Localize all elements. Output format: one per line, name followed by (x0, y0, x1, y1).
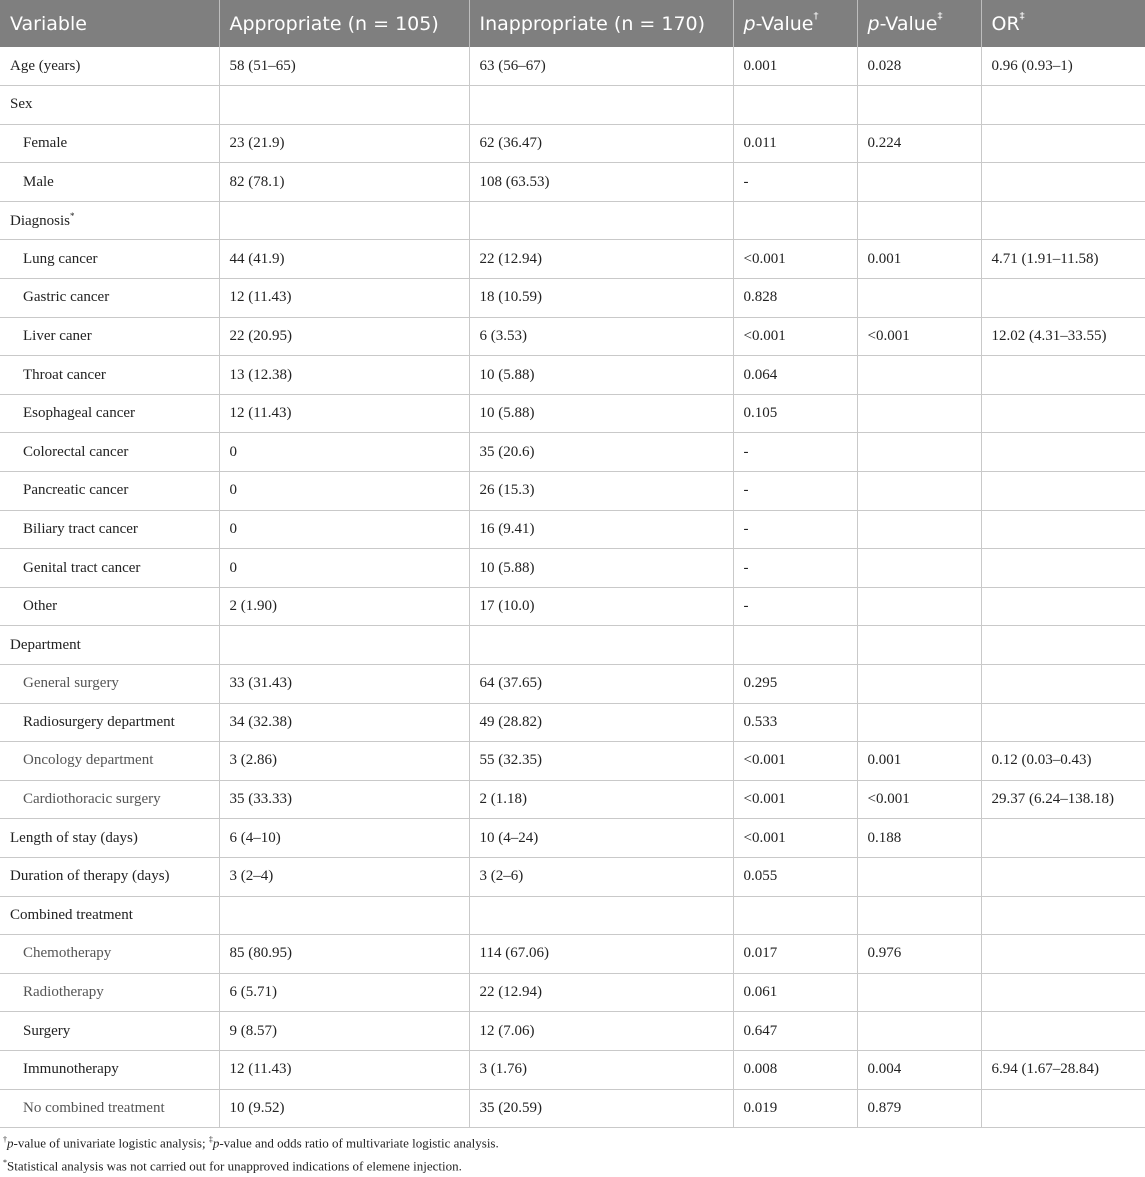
table-row (0, 896, 1145, 935)
cell-p-value-univariate: 0.061 (733, 973, 857, 1012)
cell-p-value-univariate: - (733, 433, 857, 472)
cell-p-value-univariate (733, 896, 857, 935)
cell-appropriate: 3 (2.86) (219, 742, 469, 781)
table-row (0, 857, 1145, 896)
cell-inappropriate: 17 (10.0) (469, 587, 733, 626)
cell-variable (0, 394, 219, 433)
row-label: Liver caner (23, 327, 92, 344)
cell-p-value-univariate: 0.105 (733, 394, 857, 433)
table-row (0, 973, 1145, 1012)
cell-variable (0, 857, 219, 896)
cell-appropriate: 6 (4–10) (219, 819, 469, 858)
cell-odds-ratio (981, 279, 1145, 318)
cell-variable (0, 896, 219, 935)
table-row (0, 356, 1145, 395)
table-row (0, 201, 1145, 240)
table-header (0, 0, 1145, 47)
row-label: No combined treatment (23, 1099, 165, 1116)
cell-p-value-multivariate (857, 549, 981, 588)
cell-p-value-multivariate (857, 433, 981, 472)
cell-appropriate: 9 (8.57) (219, 1012, 469, 1051)
header-p-value-multivariate: p-Value‡ (857, 0, 981, 47)
cell-p-value-univariate: <0.001 (733, 240, 857, 279)
cell-inappropriate: 10 (5.88) (469, 394, 733, 433)
cell-inappropriate (469, 626, 733, 665)
cell-p-value-multivariate (857, 394, 981, 433)
cell-inappropriate: 10 (5.88) (469, 549, 733, 588)
table-row (0, 1012, 1145, 1051)
cell-odds-ratio (981, 819, 1145, 858)
cell-variable (0, 240, 219, 279)
cell-p-value-multivariate (857, 279, 981, 318)
cell-p-value-multivariate (857, 626, 981, 665)
row-label: Length of stay (days) (10, 829, 138, 846)
footnote-1: †p-value of univariate logistic analysis; ‡p-value and odds ratio of multivariate logistic analysis. (3, 1135, 499, 1151)
cell-p-value-multivariate: <0.001 (857, 780, 981, 819)
header-odds-ratio: OR‡ (981, 0, 1145, 47)
cell-p-value-univariate: 0.001 (733, 47, 857, 86)
table-row (0, 317, 1145, 356)
row-label: Oncology department (23, 752, 154, 769)
cell-variable (0, 780, 219, 819)
row-label: Esophageal cancer (23, 405, 136, 422)
cell-p-value-multivariate: 0.976 (857, 935, 981, 974)
cell-appropriate: 85 (80.95) (219, 935, 469, 974)
cell-appropriate: 13 (12.38) (219, 356, 469, 395)
cell-appropriate: 22 (20.95) (219, 317, 469, 356)
cell-variable (0, 665, 219, 704)
cell-variable (0, 279, 219, 318)
cell-p-value-multivariate (857, 163, 981, 202)
row-label: Department (10, 636, 81, 653)
table-row (0, 279, 1145, 318)
cell-variable (0, 1089, 219, 1128)
row-label: Diagnosis (10, 213, 70, 230)
cell-p-value-multivariate: 0.188 (857, 819, 981, 858)
row-label: Biliary tract cancer (23, 520, 138, 537)
cell-odds-ratio: 4.71 (1.91–11.58) (981, 240, 1145, 279)
cell-appropriate: 0 (219, 549, 469, 588)
cell-variable (0, 587, 219, 626)
cell-p-value-multivariate (857, 510, 981, 549)
cell-appropriate: 33 (31.43) (219, 665, 469, 704)
table-row (0, 742, 1145, 781)
cell-p-value-univariate: - (733, 163, 857, 202)
cell-p-value-multivariate (857, 973, 981, 1012)
cell-p-value-univariate: - (733, 549, 857, 588)
cell-p-value-multivariate (857, 472, 981, 511)
cell-inappropriate: 6 (3.53) (469, 317, 733, 356)
cell-odds-ratio (981, 356, 1145, 395)
table-row (0, 240, 1145, 279)
table-row (0, 1050, 1145, 1089)
cell-variable (0, 47, 219, 86)
cell-variable (0, 742, 219, 781)
cell-odds-ratio (981, 549, 1145, 588)
cell-p-value-multivariate: 0.001 (857, 240, 981, 279)
cell-p-value-multivariate: 0.879 (857, 1089, 981, 1128)
cell-inappropriate: 55 (32.35) (469, 742, 733, 781)
cell-inappropriate: 16 (9.41) (469, 510, 733, 549)
cell-p-value-univariate: 0.828 (733, 279, 857, 318)
cell-inappropriate: 10 (5.88) (469, 356, 733, 395)
cell-appropriate (219, 626, 469, 665)
cell-variable (0, 549, 219, 588)
cell-p-value-univariate: 0.019 (733, 1089, 857, 1128)
cell-p-value-multivariate: 0.028 (857, 47, 981, 86)
table-row (0, 665, 1145, 704)
cell-odds-ratio (981, 857, 1145, 896)
cell-inappropriate (469, 201, 733, 240)
table-row (0, 394, 1145, 433)
cell-inappropriate (469, 86, 733, 125)
row-label: Lung cancer (23, 250, 98, 267)
header-variable: Variable (0, 0, 219, 47)
table-row (0, 47, 1145, 86)
cell-variable (0, 356, 219, 395)
table-row (0, 433, 1145, 472)
cell-odds-ratio (981, 124, 1145, 163)
cell-appropriate: 12 (11.43) (219, 394, 469, 433)
cell-inappropriate: 62 (36.47) (469, 124, 733, 163)
row-label: General surgery (23, 675, 119, 692)
cell-p-value-univariate: 0.055 (733, 857, 857, 896)
cell-odds-ratio (981, 935, 1145, 974)
cell-appropriate: 12 (11.43) (219, 1050, 469, 1089)
cell-appropriate: 3 (2–4) (219, 857, 469, 896)
cell-p-value-univariate: <0.001 (733, 780, 857, 819)
cell-appropriate: 2 (1.90) (219, 587, 469, 626)
cell-variable (0, 935, 219, 974)
table-row (0, 510, 1145, 549)
cell-odds-ratio (981, 703, 1145, 742)
cell-odds-ratio (981, 510, 1145, 549)
cell-p-value-univariate: 0.008 (733, 1050, 857, 1089)
cell-odds-ratio: 12.02 (4.31–33.55) (981, 317, 1145, 356)
cell-variable (0, 124, 219, 163)
cell-p-value-multivariate (857, 665, 981, 704)
cell-inappropriate: 35 (20.6) (469, 433, 733, 472)
row-label: Cardiothoracic surgery (23, 791, 161, 808)
row-label: Duration of therapy (days) (10, 868, 170, 885)
header-row (0, 0, 1145, 47)
cell-p-value-univariate: 0.011 (733, 124, 857, 163)
table-row (0, 163, 1145, 202)
cell-variable (0, 317, 219, 356)
cell-p-value-univariate: - (733, 587, 857, 626)
cell-inappropriate: 3 (1.76) (469, 1050, 733, 1089)
cell-odds-ratio (981, 433, 1145, 472)
cell-variable (0, 163, 219, 202)
cell-odds-ratio (981, 163, 1145, 202)
cell-p-value-multivariate (857, 857, 981, 896)
cell-inappropriate: 35 (20.59) (469, 1089, 733, 1128)
row-label: Genital tract cancer (23, 559, 141, 576)
cell-p-value-univariate: - (733, 510, 857, 549)
cell-inappropriate: 22 (12.94) (469, 973, 733, 1012)
cell-p-value-multivariate (857, 896, 981, 935)
cell-appropriate: 0 (219, 510, 469, 549)
cell-appropriate (219, 201, 469, 240)
cell-odds-ratio (981, 665, 1145, 704)
cell-variable (0, 1012, 219, 1051)
cell-appropriate: 10 (9.52) (219, 1089, 469, 1128)
cell-p-value-multivariate (857, 703, 981, 742)
cell-p-value-multivariate (857, 201, 981, 240)
cell-inappropriate: 26 (15.3) (469, 472, 733, 511)
cell-inappropriate: 108 (63.53) (469, 163, 733, 202)
cell-appropriate: 34 (32.38) (219, 703, 469, 742)
cell-variable (0, 433, 219, 472)
footnotes (3, 1130, 499, 1177)
cell-odds-ratio (981, 86, 1145, 125)
row-label: Radiosurgery department (23, 713, 175, 730)
cell-p-value-multivariate (857, 587, 981, 626)
cell-appropriate: 6 (5.71) (219, 973, 469, 1012)
table-row (0, 819, 1145, 858)
row-label: Surgery (23, 1022, 71, 1039)
cell-p-value-multivariate: <0.001 (857, 317, 981, 356)
cell-p-value-multivariate: 0.001 (857, 742, 981, 781)
table-row (0, 124, 1145, 163)
cell-variable (0, 201, 219, 240)
cell-variable (0, 703, 219, 742)
cell-odds-ratio: 6.94 (1.67–28.84) (981, 1050, 1145, 1089)
footnote-marker: * (70, 211, 75, 222)
cell-inappropriate: 49 (28.82) (469, 703, 733, 742)
cell-odds-ratio: 0.96 (0.93–1) (981, 47, 1145, 86)
cell-appropriate: 35 (33.33) (219, 780, 469, 819)
cell-p-value-univariate (733, 626, 857, 665)
cell-inappropriate: 2 (1.18) (469, 780, 733, 819)
cell-variable (0, 973, 219, 1012)
row-label: Gastric cancer (23, 289, 110, 306)
cell-odds-ratio (981, 896, 1145, 935)
cell-inappropriate: 64 (37.65) (469, 665, 733, 704)
row-label: Pancreatic cancer (23, 482, 129, 499)
cell-appropriate: 23 (21.9) (219, 124, 469, 163)
header-appropriate: Appropriate (n = 105) (219, 0, 469, 47)
cell-p-value-multivariate: 0.004 (857, 1050, 981, 1089)
cell-odds-ratio (981, 1089, 1145, 1128)
table-row (0, 780, 1145, 819)
header-p-value-univariate: p-Value† (733, 0, 857, 47)
cell-odds-ratio (981, 201, 1145, 240)
cell-p-value-multivariate (857, 1012, 981, 1051)
cell-p-value-univariate: 0.017 (733, 935, 857, 974)
cell-p-value-univariate (733, 201, 857, 240)
table-row (0, 86, 1145, 125)
cell-inappropriate (469, 896, 733, 935)
cell-p-value-univariate: 0.295 (733, 665, 857, 704)
cell-p-value-univariate: 0.064 (733, 356, 857, 395)
table-row (0, 626, 1145, 665)
cell-odds-ratio (981, 1012, 1145, 1051)
cell-inappropriate: 10 (4–24) (469, 819, 733, 858)
cell-p-value-univariate: <0.001 (733, 742, 857, 781)
cell-variable (0, 1050, 219, 1089)
cell-odds-ratio: 29.37 (6.24–138.18) (981, 780, 1145, 819)
table-row (0, 1089, 1145, 1128)
row-label: Immunotherapy (23, 1061, 119, 1078)
table-row (0, 549, 1145, 588)
cell-inappropriate: 3 (2–6) (469, 857, 733, 896)
cell-p-value-multivariate (857, 356, 981, 395)
cell-variable (0, 472, 219, 511)
cell-variable (0, 86, 219, 125)
row-label: Throat cancer (23, 366, 106, 383)
row-label: Chemotherapy (23, 945, 112, 962)
cell-appropriate: 58 (51–65) (219, 47, 469, 86)
table-row (0, 703, 1145, 742)
cell-odds-ratio (981, 587, 1145, 626)
row-label: Colorectal cancer (23, 443, 129, 460)
table-row (0, 935, 1145, 974)
cell-inappropriate: 18 (10.59) (469, 279, 733, 318)
cell-variable (0, 626, 219, 665)
cell-inappropriate: 63 (56–67) (469, 47, 733, 86)
cell-p-value-univariate: 0.533 (733, 703, 857, 742)
cell-variable (0, 819, 219, 858)
cell-odds-ratio (981, 394, 1145, 433)
row-label: Radiotherapy (23, 984, 104, 1001)
row-label: Male (23, 173, 54, 190)
cell-appropriate (219, 86, 469, 125)
cell-appropriate: 82 (78.1) (219, 163, 469, 202)
table-row (0, 587, 1145, 626)
cell-inappropriate: 22 (12.94) (469, 240, 733, 279)
cell-inappropriate: 12 (7.06) (469, 1012, 733, 1051)
cell-odds-ratio (981, 472, 1145, 511)
cell-p-value-univariate: 0.647 (733, 1012, 857, 1051)
cell-odds-ratio: 0.12 (0.03–0.43) (981, 742, 1145, 781)
table-row (0, 472, 1145, 511)
cell-appropriate (219, 896, 469, 935)
cell-p-value-multivariate: 0.224 (857, 124, 981, 163)
cell-variable (0, 510, 219, 549)
row-label: Female (23, 134, 68, 151)
cell-appropriate: 12 (11.43) (219, 279, 469, 318)
cell-odds-ratio (981, 973, 1145, 1012)
cell-p-value-univariate: <0.001 (733, 317, 857, 356)
cell-appropriate: 44 (41.9) (219, 240, 469, 279)
footnote-2: *Statistical analysis was not carried out for unapproved indications of elemene injection. (3, 1158, 462, 1174)
row-label: Combined treatment (10, 906, 133, 923)
row-label: Sex (10, 96, 33, 113)
row-label: Age (years) (10, 57, 81, 74)
row-label: Other (23, 598, 58, 615)
cell-p-value-univariate: <0.001 (733, 819, 857, 858)
cell-appropriate: 0 (219, 433, 469, 472)
cell-appropriate: 0 (219, 472, 469, 511)
cell-p-value-univariate (733, 86, 857, 125)
cell-inappropriate: 114 (67.06) (469, 935, 733, 974)
cell-p-value-univariate: - (733, 472, 857, 511)
cell-p-value-multivariate (857, 86, 981, 125)
cell-odds-ratio (981, 626, 1145, 665)
header-inappropriate: Inappropriate (n = 170) (469, 0, 733, 47)
table-body (0, 47, 1145, 1128)
